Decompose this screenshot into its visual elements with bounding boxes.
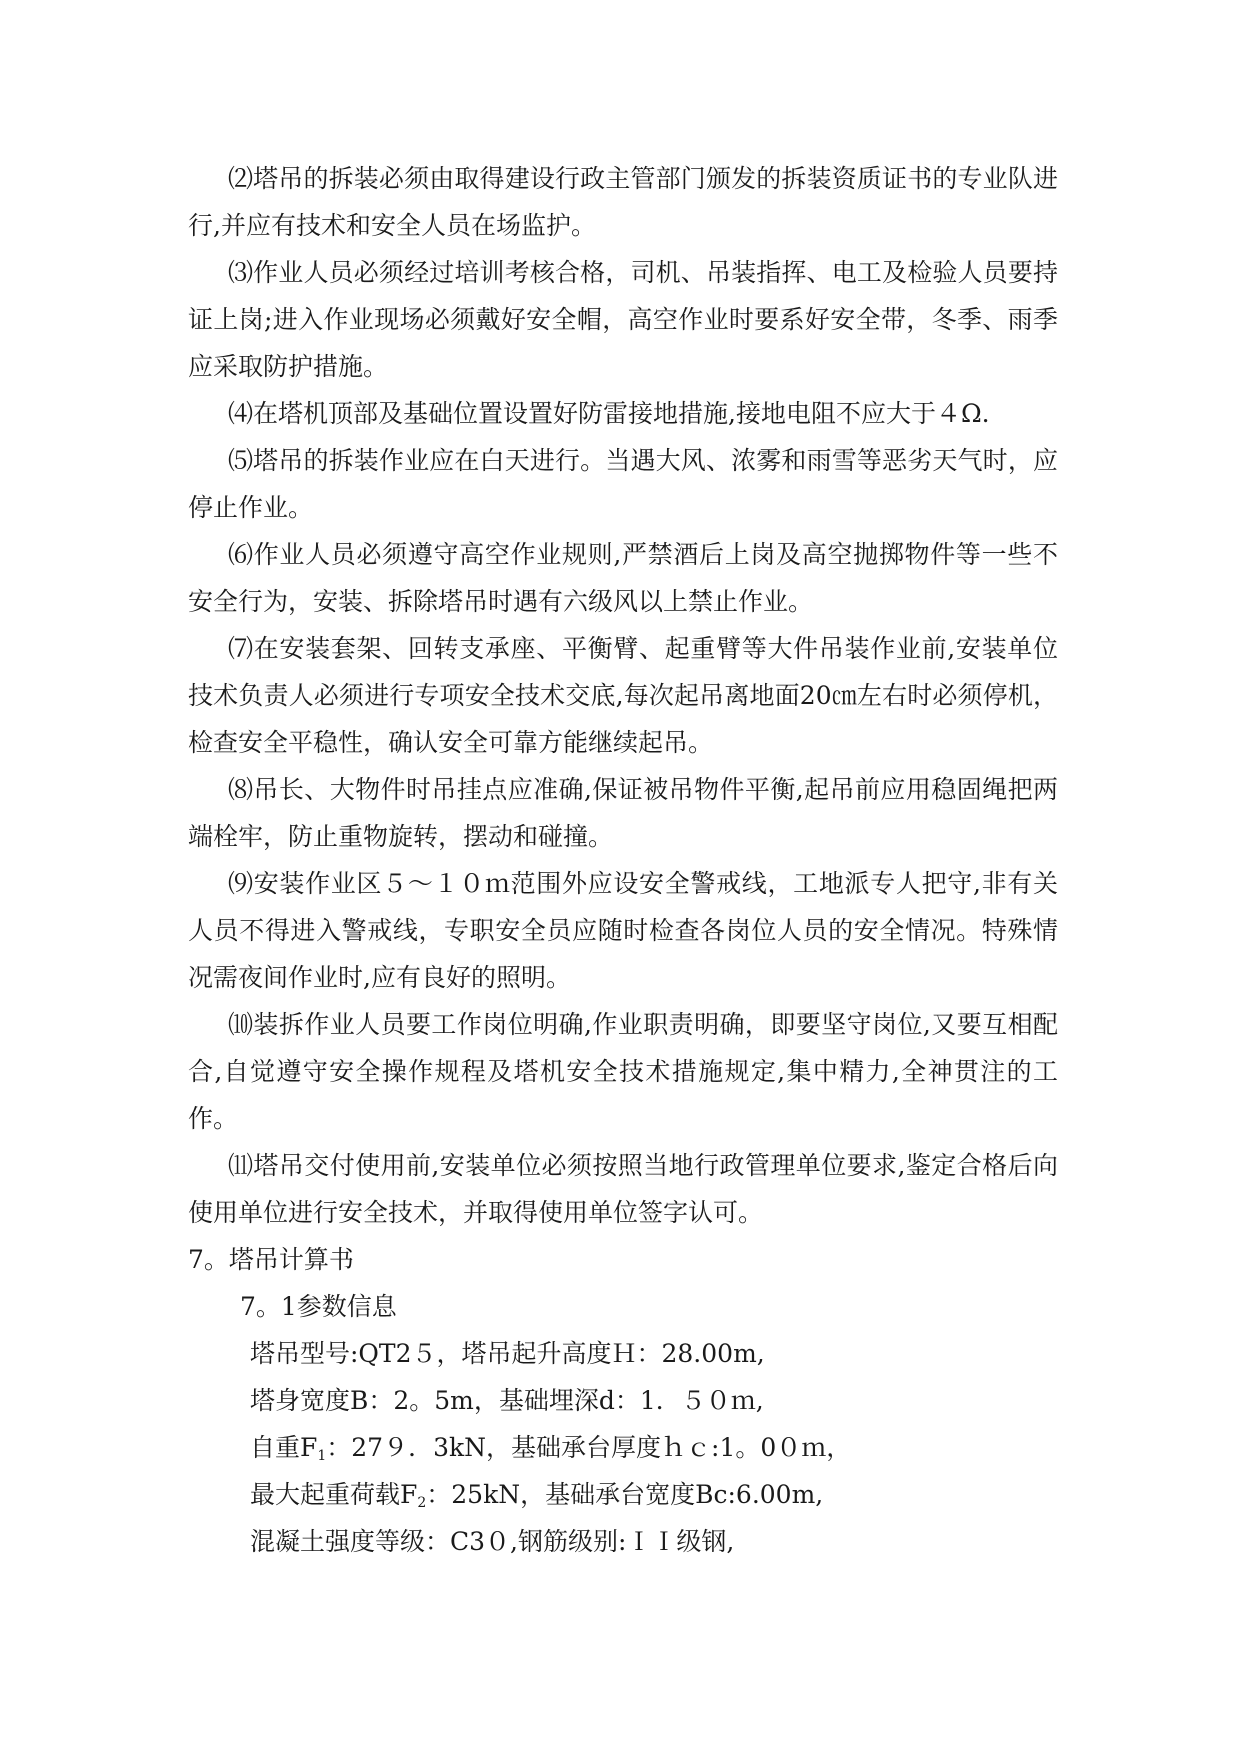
clause-4: ⑷在塔机顶部及基础位置设置好防雷接地措施,接地电阻不应大于４Ω. — [228, 399, 990, 428]
section-heading: 7。塔吊计算书 — [188, 1245, 354, 1274]
param-line-self-weight — [188, 1424, 1058, 1471]
param-line-crane-model: 塔吊型号:QT2５，塔吊起升高度Ｈ：28.00m, — [250, 1339, 765, 1368]
param-line-tower-width: 塔身宽度B：2。5m，基础埋深d：1．５０ｍ, — [250, 1386, 764, 1415]
subsection-heading: 7。1参数信息 — [240, 1292, 397, 1321]
param-line-max-load — [188, 1471, 1058, 1518]
clause-8: ⑻吊长、大物件时吊挂点应准确,保证被吊物件平衡,起吊前应用稳固绳把两端栓牢，防止重物旋转，摆动和碰撞。 — [188, 775, 1058, 851]
clause-6: ⑹作业人员必须遵守高空作业规则,严禁酒后上岗及高空抛掷物件等一些不安全行为，安装、拆除塔吊时遇有六级风以上禁止作业。 — [188, 540, 1058, 616]
clause-9: ⑼安装作业区５～１０ｍ范围外应设安全警戒线，工地派专人把守,非有关人员不得进入警戒线，专职安全员应随时检查各岗位人员的安全情况。特殊情况需夜间作业时,应有良好的照明。 — [188, 869, 1058, 992]
clause-11: ⑾塔吊交付使用前,安装单位必须按照当地行政管理单位要求,鉴定合格后向使用单位进行安全技术，并取得使用单位签字认可。 — [188, 1151, 1058, 1227]
clause-3: ⑶作业人员必须经过培训考核合格，司机、吊装指挥、电工及检验人员要持证上岗;进入作业现场必须戴好安全帽，高空作业时要系好安全带，冬季、雨季应采取防护措施。 — [188, 258, 1058, 381]
self-weight-value: ：27９．3kN，基础承台厚度ｈｃ:1。0０ｍ， — [326, 1433, 852, 1462]
clause-5: ⑸塔吊的拆装作业应在白天进行。当遇大风、浓雾和雨雪等恶劣天气时，应停止作业。 — [188, 446, 1058, 522]
self-weight-label: 自重F — [250, 1433, 318, 1462]
clause-10: ⑽装拆作业人员要工作岗位明确,作业职责明确，即要坚守岗位,又要互相配合,自觉遵守安全操作规程及塔机安全技术措施规定,集中精力,全神贯注的工作。 — [188, 1010, 1058, 1133]
document-body — [188, 155, 1058, 1565]
clause-7: ⑺在安装套架、回转支承座、平衡臂、起重臂等大件吊装作业前,安装单位技术负责人必须进行专项安全技术交底,每次起吊离地面20㎝左右时必须停机，检查安全平稳性，确认安全可靠方能继续起吊。 — [188, 634, 1058, 757]
self-weight-subscript: 1 — [317, 1448, 327, 1464]
param-line-concrete-grade: 混凝土强度等级：C3０,钢筋级别:ＩＩ级钢, — [250, 1527, 735, 1556]
max-load-value: ：25kN，基础承台宽度Bc:6.00m, — [426, 1480, 824, 1509]
max-load-subscript: 2 — [417, 1495, 427, 1511]
max-load-label: 最大起重荷载F — [250, 1480, 418, 1509]
clause-2: ⑵塔吊的拆装必须由取得建设行政主管部门颁发的拆装资质证书的专业队进行,并应有技术和安全人员在场监护。 — [188, 164, 1058, 240]
